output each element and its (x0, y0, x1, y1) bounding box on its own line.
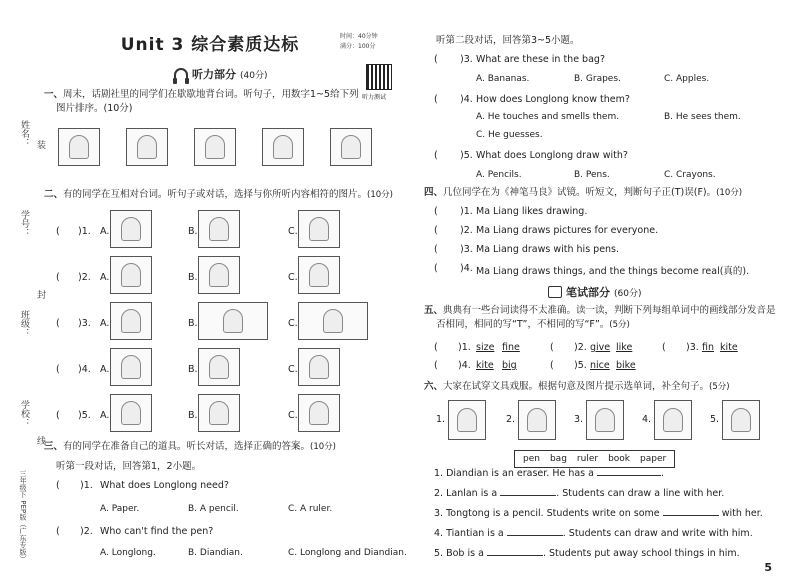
pencil-icon (548, 286, 562, 298)
q2-2-pic-c (298, 256, 340, 294)
q6-sentence-3: 3. Tongtong is a pencil. Students write on some with her. (434, 508, 763, 519)
school-label: 学校： (19, 400, 29, 427)
q2-4-pic-b (198, 348, 240, 386)
word-bank-item: book (608, 454, 631, 464)
q6-sentence-4: 4. Tiantian is a . Students can draw and write with him. (434, 528, 753, 539)
binding-gutter (4, 100, 45, 580)
q2-5-pic-c (298, 394, 340, 432)
qr-code (366, 64, 392, 90)
q1-pic-5 (330, 128, 372, 166)
edition-label: 三年级下 PEP版（广东专版） (19, 470, 27, 563)
bind-mark: 装 (35, 140, 45, 149)
q3-instructions: 三、有的同学在准备自己的道具。听长对话，选择正确的答案。(10分) (44, 441, 336, 452)
q2-3-pic-c (298, 302, 368, 340)
q3-intro-2: 听第二段对话，回答第3~5小题。 (436, 35, 580, 46)
q1-pic-3 (194, 128, 236, 166)
q6-word-bank (514, 450, 675, 468)
q6-sentence-1: 1. Diandian is an eraser. He has a . (434, 468, 665, 479)
word-bank-item: pen (523, 454, 540, 464)
answer-blank[interactable] (487, 555, 543, 556)
q6-pic-5 (722, 400, 760, 440)
q2-4-pic-a (110, 348, 152, 386)
q2-3-pic-b (198, 302, 268, 340)
q3-intro-1: 听第一段对话，回答第1，2小题。 (56, 461, 202, 472)
q2-1-pic-c (298, 210, 340, 248)
headphone-icon (174, 68, 188, 80)
q5-instructions: 五、典典有一些台词读得不太准确。读一读，判断下列每组单词中的画线部分发音是 否相同，相同的写“T”，不相同的写“F”。(5分) (424, 305, 776, 330)
q1-pic-1 (58, 128, 100, 166)
listening-header: 听力部分 (40分) (174, 66, 267, 82)
q6-pic-3 (586, 400, 624, 440)
word-bank-item: paper (640, 454, 667, 464)
q2-5-pic-b (198, 394, 240, 432)
q2-5-pic-a (110, 394, 152, 432)
q1-pic-4 (262, 128, 304, 166)
q6-pic-1 (448, 400, 486, 440)
exam-meta: 时间：40分钟 满分：100分 (340, 33, 378, 50)
q2-1-pic-b (198, 210, 240, 248)
writing-header: 笔试部分 (60分) (548, 284, 641, 300)
name-label: 姓名： (19, 120, 29, 147)
word-bank-item: bag (549, 454, 567, 464)
q2-3-pic-a (110, 302, 152, 340)
answer-blank[interactable] (500, 495, 556, 496)
page-number: 5 (764, 561, 772, 574)
answer-blank[interactable] (597, 475, 661, 476)
q4-instructions: 四、几位同学在为《神笔马良》试镜。听短文，判断句子正(T)误(F)。(10分) (424, 187, 743, 198)
id-label: 学号： (19, 210, 29, 237)
qr-label: 听力测试 (362, 94, 387, 101)
answer-blank[interactable] (507, 535, 563, 536)
q1-pic-2 (126, 128, 168, 166)
word-bank-item: ruler (576, 454, 599, 464)
q2-2-pic-a (110, 256, 152, 294)
q2-2-pic-b (198, 256, 240, 294)
q6-pic-4 (654, 400, 692, 440)
q6-sentence-2: 2. Lanlan is a . Students can draw a line with her. (434, 488, 725, 499)
seal-mark: 封 (35, 290, 45, 299)
page-title: Unit 3 综合素质达标 (120, 35, 300, 55)
line-mark: 线 (35, 436, 45, 445)
q6-instructions: 六、大家在试穿文具戏服。根据句意及图片提示选单词，补全句子。(5分) (424, 381, 730, 392)
answer-blank[interactable] (663, 515, 719, 516)
q2-instructions: 二、有的同学在互相对台词。听句子或对话，选择与你所听内容相符的图片。(10分) (44, 189, 393, 200)
q1-instructions: 一、周末，话剧社里的同学们在歇歇地背台词。听句子，用数字1~5给下列 图片排序。(10分) (44, 89, 359, 114)
q6-pic-2 (518, 400, 556, 440)
q6-sentence-5: 5. Bob is a . Students put away school things in him. (434, 548, 740, 559)
worksheet-page: 姓名： 装 学号： 封 班级： 学校： 线 三年级下 PEP版（广东专版） Unit 3 综合素质达标 时间：40分钟 满分：100分 听力测试 听力部分 (40分) 一、周末，话剧社里的同学们在歇歇地背台词。听句子，用数字1~5给下列 图片排序。(10分) 二、有的同学在互相对台词。听句子或对话，选择与你所听内容相符的图片。(10分) ( )1. A. B. C. ( )2. A. B. C. ( )3. A. B. C. ( )4. A. B. C. ( )5. A. B. C. 三、有的同学在准备自己的道具。听长对话，选择正确的答案。(10分) 听第一段对话，回答第1，2小题。 ( )1. What does Longlong need? A. Paper. B. A pencil. C. A ruler. ( )2. Who can't find the pen? A. Longlong. B. Diandian. C. Longlong and Diandian. 听第二段对话，回答第3~5小题。 ( )3. What are these in the bag? A. Bananas. B. Grapes. C. Apples. ( )4. How does Longlong know them? A. He touches and smells them. B. He sees them. C. He guesses. ( )5. What does Longlong draw with? A. Pencils. B. Pens. C. Crayons. 四、几位同学在为《神笔马良》试镜。听短文，判断句子正(T)误(F)。(10分) ( )1. Ma Liang likes drawing. ( )2. Ma Liang draws pictures for everyone. ( )3. Ma Liang draws with his pens. ( )4. Ma Liang draws things, and the things become real(真的). 笔试部分 (60分) 五、典典有一些台词读得不太准确。读一读，判断下列每组单词中的画线部分发音是 否相同，相同的写“T”，不相同的写“F”。(5分) ( )1. size fine ( )2. give like ( )3. fin kite ( )4. kite big ( )5. nice bike 六、大家在试穿文具戏服。根据句意及图片提示选单词，补全句子。(5分) 1. 2. 3. 4. 5. pen bag ruler book paper 1. Diandian is an eraser. He has a . 2. Lanlan is a . Students can draw a line with her. 3. Tongtong is a pencil. Students write on some with her. 4. Tiantian is a . Students can draw and write with him. 5. Bob is a . Students put away school things in him. 5 (0, 0, 800, 588)
q2-1-pic-a (110, 210, 152, 248)
class-label: 班级： (19, 310, 29, 337)
left-column: Unit 3 综合素质达标 时间：40分钟 满分：100分 听力测试 听力部分 (40分) 一、周末，话剧社里的同学们在歇歇地背台词。听句子，用数字1~5给下列 图片排序。(10分) 二、有的同学在互相对台词。听句子或对话，选择与你所听内容相符的图片。(10分) ( )1. A. B. C. ( )2. A. B. C. ( )3. A. B. C. ( )4. A. B. C. ( )5. A. B. C. 三、有的同学在准备自己的道具。听长对话，选择正确的答案。(10分) 听第一段对话，回答第1，2小题。 ( )1. What does Longlong need? A. Paper. B. A pencil. C. A ruler. ( )2. Who can't find the pen? A. Longlong. B. Diandian. C. Longlong and Diandian. (44, 30, 416, 55)
q2-4-pic-c (298, 348, 340, 386)
